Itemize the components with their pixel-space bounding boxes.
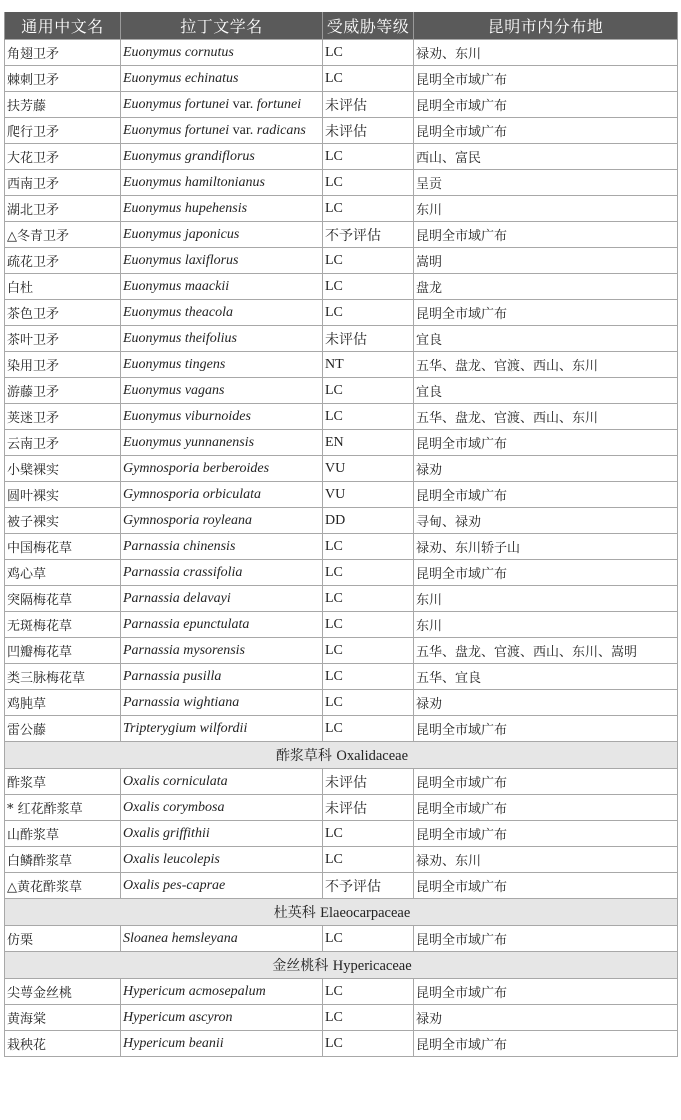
table-row [5, 716, 678, 742]
distribution-cell: 五华、盘龙、官渡、西山、东川、嵩明 [414, 638, 678, 664]
threat-level-cell: 未评估 [323, 118, 414, 144]
threat-level-cell: LC [323, 274, 414, 300]
table-row [5, 586, 678, 612]
threat-level-cell: LC [323, 664, 414, 690]
distribution-cell: 禄劝 [414, 1005, 678, 1031]
table-row [5, 274, 678, 300]
threat-level-cell: NT [323, 352, 414, 378]
family-title [5, 742, 678, 769]
latin-name-part: Parnassia chinensis [123, 538, 236, 554]
table-row [5, 404, 678, 430]
table-row [5, 1031, 678, 1057]
latin-name-cell [121, 873, 323, 899]
header-threat-level: 受威胁等级 [323, 12, 414, 40]
latin-name-part: Hypericum acmosepalum [123, 983, 266, 999]
chinese-name-cell: 中国梅花草 [5, 534, 121, 560]
latin-name-part: Gymnosporia royleana [123, 512, 252, 528]
chinese-name-cell: 尖萼金丝桃 [5, 979, 121, 1005]
latin-name-part: Euonymus vagans [123, 382, 225, 398]
latin-name-part: Euonymus laxiflorus [123, 252, 239, 268]
latin-name-cell [121, 821, 323, 847]
distribution-cell: 昆明全市域广布 [414, 926, 678, 952]
distribution-cell: 禄劝、东川轿子山 [414, 534, 678, 560]
latin-name-cell [121, 690, 323, 716]
distribution-cell: 昆明全市域广布 [414, 222, 678, 248]
threat-level-cell: LC [323, 170, 414, 196]
latin-name-part: Euonymus theifolius [123, 330, 237, 346]
latin-name-part: Oxalis pes-caprae [123, 877, 226, 893]
distribution-cell: 昆明全市域广布 [414, 118, 678, 144]
distribution-cell: 盘龙 [414, 274, 678, 300]
chinese-name-cell: 仿栗 [5, 926, 121, 952]
latin-name-cell [121, 586, 323, 612]
latin-name-cell [121, 716, 323, 742]
latin-name-cell [121, 196, 323, 222]
latin-name-cell [121, 222, 323, 248]
table-body [5, 40, 678, 1057]
species-table [4, 12, 678, 1057]
latin-name-part: Sloanea hemsleyana [123, 930, 238, 946]
chinese-name-cell: 湖北卫矛 [5, 196, 121, 222]
latin-name-cell [121, 66, 323, 92]
threat-level-cell: LC [323, 534, 414, 560]
latin-name-part: Parnassia mysorensis [123, 642, 245, 658]
family-header-row [5, 952, 678, 979]
distribution-cell: 昆明全市域广布 [414, 560, 678, 586]
chinese-name-cell: 西南卫矛 [5, 170, 121, 196]
threat-level-cell: LC [323, 1005, 414, 1031]
distribution-cell: 呈贡 [414, 170, 678, 196]
distribution-cell: 昆明全市域广布 [414, 482, 678, 508]
family-chinese-name: 酢浆草科 [275, 748, 332, 764]
latin-name-cell [121, 795, 323, 821]
chinese-name-cell: 云南卫矛 [5, 430, 121, 456]
family-header-row [5, 742, 678, 769]
threat-level-cell: LC [323, 196, 414, 222]
threat-level-cell: 不予评估 [323, 222, 414, 248]
table-row [5, 66, 678, 92]
chinese-name-cell: 白鳞酢浆草 [5, 847, 121, 873]
latin-name-part: Hypericum ascyron [123, 1009, 233, 1025]
table-row [5, 847, 678, 873]
table-row [5, 378, 678, 404]
distribution-cell: 昆明全市域广布 [414, 716, 678, 742]
distribution-cell: 西山、富民 [414, 144, 678, 170]
table-row [5, 769, 678, 795]
table-row [5, 40, 678, 66]
table-row [5, 482, 678, 508]
chinese-name-cell: 游藤卫矛 [5, 378, 121, 404]
distribution-cell: 昆明全市域广布 [414, 873, 678, 899]
table-row [5, 795, 678, 821]
distribution-cell: 昆明全市域广布 [414, 66, 678, 92]
distribution-cell: 东川 [414, 196, 678, 222]
threat-level-cell: 未评估 [323, 769, 414, 795]
table-row [5, 821, 678, 847]
distribution-cell: 东川 [414, 612, 678, 638]
chinese-name-cell: 突隔梅花草 [5, 586, 121, 612]
table-row [5, 979, 678, 1005]
chinese-name-cell: 凹瓣梅花草 [5, 638, 121, 664]
latin-name-cell [121, 1031, 323, 1057]
table-row [5, 300, 678, 326]
chinese-name-cell: 被子裸实 [5, 508, 121, 534]
table-row [5, 926, 678, 952]
latin-name-cell [121, 926, 323, 952]
table-row [5, 222, 678, 248]
distribution-cell: 东川 [414, 586, 678, 612]
latin-name-part: Parnassia epunctulata [123, 616, 250, 632]
latin-name-part: fortunei [256, 96, 302, 112]
chinese-name-cell: 酢浆草 [5, 769, 121, 795]
latin-name-cell [121, 404, 323, 430]
chinese-name-cell: 荚迷卫矛 [5, 404, 121, 430]
threat-level-cell: LC [323, 378, 414, 404]
latin-name-cell [121, 769, 323, 795]
threat-level-cell: LC [323, 926, 414, 952]
chinese-name-cell: 白杜 [5, 274, 121, 300]
threat-level-cell: LC [323, 144, 414, 170]
latin-name-cell [121, 1005, 323, 1031]
latin-name-cell [121, 352, 323, 378]
family-chinese-name: 杜英科 [273, 905, 316, 921]
distribution-cell: 禄劝、东川 [414, 40, 678, 66]
latin-name-part: Euonymus maackii [123, 278, 230, 294]
latin-name-part: Oxalis griffithii [123, 825, 210, 841]
chinese-name-cell: 无斑梅花草 [5, 612, 121, 638]
latin-name-cell [121, 638, 323, 664]
latin-name-cell [121, 326, 323, 352]
threat-level-cell: EN [323, 430, 414, 456]
threat-level-cell: VU [323, 482, 414, 508]
latin-name-part: Euonymus echinatus [123, 70, 239, 86]
family-title [5, 952, 678, 979]
chinese-name-cell: 雷公藤 [5, 716, 121, 742]
latin-name-cell [121, 847, 323, 873]
table-row [5, 508, 678, 534]
threat-level-cell: LC [323, 979, 414, 1005]
chinese-name-cell: 茶色卫矛 [5, 300, 121, 326]
distribution-cell: 宜良 [414, 326, 678, 352]
rank-abbreviation: var. [229, 96, 257, 112]
threat-level-cell: 未评估 [323, 326, 414, 352]
latin-name-cell [121, 508, 323, 534]
family-latin-name: Oxalidaceae [336, 748, 409, 764]
chinese-name-cell: 鸡肫草 [5, 690, 121, 716]
table-row [5, 534, 678, 560]
latin-name-cell [121, 300, 323, 326]
table-row [5, 170, 678, 196]
threat-level-cell: LC [323, 1031, 414, 1057]
distribution-cell: 昆明全市域广布 [414, 795, 678, 821]
distribution-cell: 五华、盘龙、官渡、西山、东川 [414, 404, 678, 430]
distribution-cell: 嵩明 [414, 248, 678, 274]
latin-name-part: Euonymus grandiflorus [123, 148, 255, 164]
threat-level-cell: LC [323, 847, 414, 873]
chinese-name-cell: 扶芳藤 [5, 92, 121, 118]
latin-name-part: Gymnosporia berberoides [123, 460, 270, 476]
table-row [5, 326, 678, 352]
latin-name-cell [121, 378, 323, 404]
chinese-name-cell: 类三脉梅花草 [5, 664, 121, 690]
table-row [5, 144, 678, 170]
distribution-cell: 五华、盘龙、官渡、西山、东川 [414, 352, 678, 378]
threat-level-cell: LC [323, 248, 414, 274]
table-row [5, 92, 678, 118]
chinese-name-cell: * 红花酢浆草 [5, 795, 121, 821]
latin-name-part: Parnassia wightiana [123, 694, 240, 710]
chinese-name-cell: 栽秧花 [5, 1031, 121, 1057]
latin-name-cell [121, 456, 323, 482]
chinese-name-cell: △冬青卫矛 [5, 222, 121, 248]
distribution-cell: 昆明全市域广布 [414, 1031, 678, 1057]
latin-name-part: Parnassia crassifolia [123, 564, 243, 580]
table-row [5, 456, 678, 482]
family-chinese-name: 金丝桃科 [272, 958, 329, 974]
threat-level-cell: LC [323, 300, 414, 326]
table-row [5, 352, 678, 378]
distribution-cell: 五华、宜良 [414, 664, 678, 690]
chinese-name-cell: 棘刺卫矛 [5, 66, 121, 92]
distribution-cell: 昆明全市域广布 [414, 430, 678, 456]
latin-name-cell [121, 979, 323, 1005]
header-distribution: 昆明市内分布地 [414, 12, 678, 40]
latin-name-cell [121, 274, 323, 300]
latin-name-part: Parnassia pusilla [123, 668, 222, 684]
family-header-row [5, 899, 678, 926]
latin-name-part: Euonymus cornutus [123, 44, 234, 60]
header-latin-name: 拉丁文学名 [121, 12, 323, 40]
threat-level-cell: VU [323, 456, 414, 482]
threat-level-cell: 未评估 [323, 92, 414, 118]
latin-name-part: Oxalis leucolepis [123, 851, 220, 867]
latin-name-part: Euonymus fortunei [123, 122, 230, 138]
latin-name-part: Gymnosporia orbiculata [123, 486, 262, 502]
latin-name-part: Tripterygium wilfordii [123, 720, 248, 736]
family-title [5, 899, 678, 926]
threat-level-cell: LC [323, 404, 414, 430]
distribution-cell: 宜良 [414, 378, 678, 404]
chinese-name-cell: 黄海棠 [5, 1005, 121, 1031]
threat-level-cell: LC [323, 66, 414, 92]
table-row [5, 664, 678, 690]
threat-level-cell: DD [323, 508, 414, 534]
latin-name-cell [121, 534, 323, 560]
latin-name-part: Parnassia delavayi [123, 590, 231, 606]
distribution-cell: 寻甸、禄劝 [414, 508, 678, 534]
distribution-cell: 昆明全市域广布 [414, 92, 678, 118]
table-row [5, 1005, 678, 1031]
distribution-cell: 昆明全市域广布 [414, 769, 678, 795]
threat-level-cell: 不予评估 [323, 873, 414, 899]
latin-name-cell [121, 664, 323, 690]
latin-name-cell [121, 430, 323, 456]
chinese-name-cell: 茶叶卫矛 [5, 326, 121, 352]
latin-name-cell [121, 560, 323, 586]
latin-name-part: Euonymus japonicus [123, 226, 240, 242]
latin-name-cell [121, 170, 323, 196]
latin-name-cell [121, 118, 323, 144]
table-row [5, 196, 678, 222]
table-row [5, 873, 678, 899]
threat-level-cell: LC [323, 40, 414, 66]
latin-name-part: Oxalis corymbosa [123, 799, 225, 815]
latin-name-cell [121, 248, 323, 274]
threat-level-cell: LC [323, 586, 414, 612]
distribution-cell: 禄劝、东川 [414, 847, 678, 873]
table-row [5, 430, 678, 456]
distribution-cell: 禄劝 [414, 456, 678, 482]
chinese-name-cell: 爬行卫矛 [5, 118, 121, 144]
distribution-cell: 昆明全市域广布 [414, 979, 678, 1005]
latin-name-part: Euonymus hamiltonianus [123, 174, 265, 190]
latin-name-part: Euonymus yunnanensis [123, 434, 255, 450]
chinese-name-cell: 大花卫矛 [5, 144, 121, 170]
latin-name-cell [121, 92, 323, 118]
latin-name-cell [121, 144, 323, 170]
table-row [5, 118, 678, 144]
chinese-name-cell: 疏花卫矛 [5, 248, 121, 274]
latin-name-part: Oxalis corniculata [123, 773, 228, 789]
threat-level-cell: LC [323, 612, 414, 638]
header-row [5, 12, 678, 40]
latin-name-cell [121, 612, 323, 638]
latin-name-part: radicans [256, 122, 306, 138]
latin-name-cell [121, 482, 323, 508]
chinese-name-cell: 小檗裸实 [5, 456, 121, 482]
threat-level-cell: LC [323, 821, 414, 847]
latin-name-part: Hypericum beanii [123, 1035, 224, 1051]
family-latin-name: Elaeocarpaceae [320, 905, 411, 921]
chinese-name-cell: 圆叶裸实 [5, 482, 121, 508]
table-row [5, 248, 678, 274]
chinese-name-cell: 山酢浆草 [5, 821, 121, 847]
latin-name-part: Euonymus hupehensis [123, 200, 248, 216]
latin-name-cell [121, 40, 323, 66]
threat-level-cell: LC [323, 690, 414, 716]
latin-name-part: Euonymus theacola [123, 304, 234, 320]
table-row [5, 690, 678, 716]
chinese-name-cell: 鸡心草 [5, 560, 121, 586]
threat-level-cell: LC [323, 716, 414, 742]
table-row [5, 560, 678, 586]
distribution-cell: 昆明全市域广布 [414, 300, 678, 326]
latin-name-part: Euonymus tingens [123, 356, 226, 372]
chinese-name-cell: 角翅卫矛 [5, 40, 121, 66]
threat-level-cell: 未评估 [323, 795, 414, 821]
latin-name-part: Euonymus viburnoides [123, 408, 251, 424]
distribution-cell: 禄劝 [414, 690, 678, 716]
latin-name-part: Euonymus fortunei [123, 96, 230, 112]
threat-level-cell: LC [323, 560, 414, 586]
chinese-name-cell: △黄花酢浆草 [5, 873, 121, 899]
family-latin-name: Hypericaceae [332, 958, 412, 974]
rank-abbreviation: var. [229, 122, 257, 138]
chinese-name-cell: 染用卫矛 [5, 352, 121, 378]
threat-level-cell: LC [323, 638, 414, 664]
table-row [5, 612, 678, 638]
header-chinese-name: 通用中文名 [5, 12, 121, 40]
distribution-cell: 昆明全市域广布 [414, 821, 678, 847]
table-row [5, 638, 678, 664]
